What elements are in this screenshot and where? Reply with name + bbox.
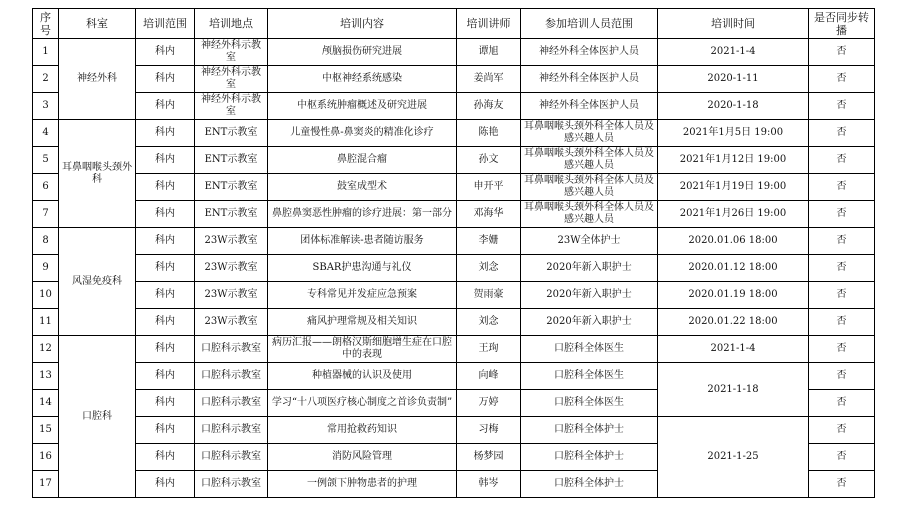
cell-location: 23W示教室 <box>195 228 268 255</box>
cell-time: 2021-1-4 <box>658 336 809 363</box>
cell-lecturer: 韩岑 <box>457 471 521 498</box>
cell-no: 4 <box>33 120 59 147</box>
cell-content: 鼻腔混合瘤 <box>268 147 457 174</box>
cell-content: 病历汇报——朗格汉斯细胞增生症在口腔中的表现 <box>268 336 457 363</box>
cell-location: ENT示教室 <box>195 147 268 174</box>
cell-broadcast: 否 <box>809 336 875 363</box>
cell-attendees: 口腔科全体护士 <box>521 471 658 498</box>
cell-scope: 科内 <box>136 255 195 282</box>
table-row <box>33 309 875 336</box>
cell-lecturer: 邓海华 <box>457 201 521 228</box>
header-time: 培训时间 <box>658 9 809 39</box>
table-row <box>33 363 875 390</box>
cell-location: 口腔科示教室 <box>195 417 268 444</box>
cell-time: 2021年1月19日 19:00 <box>658 174 809 201</box>
cell-location: 口腔科示教室 <box>195 363 268 390</box>
cell-lecturer: 王珣 <box>457 336 521 363</box>
table-row <box>33 120 875 147</box>
table-row <box>33 201 875 228</box>
cell-scope: 科内 <box>136 309 195 336</box>
cell-location: ENT示教室 <box>195 174 268 201</box>
cell-no: 5 <box>33 147 59 174</box>
cell-content: 颅脑损伤研究进展 <box>268 39 457 66</box>
cell-lecturer: 孙文 <box>457 147 521 174</box>
cell-broadcast: 否 <box>809 39 875 66</box>
cell-location: 23W示教室 <box>195 309 268 336</box>
cell-location: 口腔科示教室 <box>195 390 268 417</box>
cell-location: 神经外科示教室 <box>195 39 268 66</box>
cell-attendees: 口腔科全体护士 <box>521 417 658 444</box>
cell-location: 神经外科示教室 <box>195 93 268 120</box>
cell-broadcast: 否 <box>809 174 875 201</box>
cell-location: 23W示教室 <box>195 282 268 309</box>
header-department: 科室 <box>59 9 136 39</box>
cell-scope: 科内 <box>136 93 195 120</box>
cell-no: 3 <box>33 93 59 120</box>
cell-lecturer: 姜尚军 <box>457 66 521 93</box>
cell-content: 鼻腔鼻窦恶性肿瘤的诊疗进展：第一部分 <box>268 201 457 228</box>
table-row <box>33 174 875 201</box>
cell-scope: 科内 <box>136 444 195 471</box>
cell-time: 2021-1-25 <box>658 417 809 498</box>
cell-broadcast: 否 <box>809 120 875 147</box>
cell-lecturer: 刘念 <box>457 255 521 282</box>
cell-attendees: 口腔科全体护士 <box>521 444 658 471</box>
cell-time: 2020-1-11 <box>658 66 809 93</box>
cell-lecturer: 习梅 <box>457 417 521 444</box>
cell-scope: 科内 <box>136 120 195 147</box>
cell-no: 9 <box>33 255 59 282</box>
cell-attendees: 口腔科全体医生 <box>521 390 658 417</box>
cell-broadcast: 否 <box>809 66 875 93</box>
table-row <box>33 336 875 363</box>
cell-no: 16 <box>33 444 59 471</box>
header-row <box>33 9 875 39</box>
cell-broadcast: 否 <box>809 444 875 471</box>
cell-time: 2020-1-18 <box>658 93 809 120</box>
table-row <box>33 39 875 66</box>
cell-lecturer: 李姗 <box>457 228 521 255</box>
cell-no: 15 <box>33 417 59 444</box>
cell-location: 神经外科示教室 <box>195 66 268 93</box>
cell-content: 鼓室成型术 <box>268 174 457 201</box>
cell-broadcast: 否 <box>809 201 875 228</box>
cell-lecturer: 杨梦园 <box>457 444 521 471</box>
table-row <box>33 228 875 255</box>
cell-attendees: 23W全体护士 <box>521 228 658 255</box>
cell-attendees: 神经外科全体医护人员 <box>521 66 658 93</box>
cell-no: 13 <box>33 363 59 390</box>
cell-location: 口腔科示教室 <box>195 471 268 498</box>
cell-content: 一例颌下肿物患者的护理 <box>268 471 457 498</box>
training-schedule-table <box>32 8 875 498</box>
cell-content: 中枢神经系统感染 <box>268 66 457 93</box>
cell-location: ENT示教室 <box>195 120 268 147</box>
cell-time: 2020.01.22 18:00 <box>658 309 809 336</box>
cell-broadcast: 否 <box>809 417 875 444</box>
header-broadcast: 是否同步转播 <box>809 9 875 39</box>
cell-time: 2021-1-4 <box>658 39 809 66</box>
cell-scope: 科内 <box>136 282 195 309</box>
cell-lecturer: 陈艳 <box>457 120 521 147</box>
cell-no: 11 <box>33 309 59 336</box>
cell-attendees: 耳鼻咽喉头颈外科全体人员及感兴趣人员 <box>521 120 658 147</box>
header-content: 培训内容 <box>268 9 457 39</box>
cell-location: ENT示教室 <box>195 201 268 228</box>
cell-attendees: 2020年新入职护士 <box>521 255 658 282</box>
table-row <box>33 147 875 174</box>
cell-attendees: 耳鼻咽喉头颈外科全体人员及感兴趣人员 <box>521 147 658 174</box>
cell-scope: 科内 <box>136 363 195 390</box>
cell-lecturer: 谭旭 <box>457 39 521 66</box>
cell-attendees: 口腔科全体医生 <box>521 363 658 390</box>
cell-scope: 科内 <box>136 174 195 201</box>
cell-no: 17 <box>33 471 59 498</box>
cell-department: 风湿免疫科 <box>59 228 136 336</box>
cell-scope: 科内 <box>136 66 195 93</box>
cell-lecturer: 向峰 <box>457 363 521 390</box>
cell-time: 2020.01.06 18:00 <box>658 228 809 255</box>
table-row <box>33 417 875 444</box>
header-scope: 培训范围 <box>136 9 195 39</box>
cell-time: 2021年1月12日 19:00 <box>658 147 809 174</box>
cell-no: 6 <box>33 174 59 201</box>
header-location: 培训地点 <box>195 9 268 39</box>
cell-content: SBAR护患沟通与礼仪 <box>268 255 457 282</box>
header-attendees: 参加培训人员范围 <box>521 9 658 39</box>
table-row <box>33 66 875 93</box>
cell-attendees: 神经外科全体医护人员 <box>521 93 658 120</box>
cell-time: 2021-1-18 <box>658 363 809 417</box>
cell-broadcast: 否 <box>809 93 875 120</box>
cell-no: 12 <box>33 336 59 363</box>
cell-scope: 科内 <box>136 390 195 417</box>
cell-broadcast: 否 <box>809 255 875 282</box>
cell-time: 2020.01.12 18:00 <box>658 255 809 282</box>
cell-location: 口腔科示教室 <box>195 336 268 363</box>
cell-lecturer: 万婷 <box>457 390 521 417</box>
cell-no: 7 <box>33 201 59 228</box>
cell-lecturer: 贺雨豪 <box>457 282 521 309</box>
cell-broadcast: 否 <box>809 363 875 390</box>
cell-no: 2 <box>33 66 59 93</box>
cell-content: 儿童慢性鼻-鼻窦炎的精准化诊疗 <box>268 120 457 147</box>
cell-lecturer: 申开平 <box>457 174 521 201</box>
cell-no: 14 <box>33 390 59 417</box>
cell-attendees: 耳鼻咽喉头颈外科全体人员及感兴趣人员 <box>521 174 658 201</box>
cell-scope: 科内 <box>136 471 195 498</box>
table-row <box>33 93 875 120</box>
cell-attendees: 2020年新入职护士 <box>521 282 658 309</box>
cell-content: 专科常见并发症应急预案 <box>268 282 457 309</box>
header-lecturer: 培训讲师 <box>457 9 521 39</box>
cell-department: 神经外科 <box>59 39 136 120</box>
cell-time: 2021年1月26日 19:00 <box>658 201 809 228</box>
header-no: 序号 <box>33 9 59 39</box>
cell-department: 口腔科 <box>59 336 136 498</box>
cell-lecturer: 刘念 <box>457 309 521 336</box>
cell-scope: 科内 <box>136 336 195 363</box>
cell-broadcast: 否 <box>809 228 875 255</box>
cell-no: 1 <box>33 39 59 66</box>
table-row <box>33 255 875 282</box>
cell-attendees: 2020年新入职护士 <box>521 309 658 336</box>
cell-broadcast: 否 <box>809 282 875 309</box>
cell-scope: 科内 <box>136 228 195 255</box>
cell-scope: 科内 <box>136 417 195 444</box>
cell-location: 口腔科示教室 <box>195 444 268 471</box>
cell-no: 10 <box>33 282 59 309</box>
cell-content: 痛风护理常规及相关知识 <box>268 309 457 336</box>
cell-lecturer: 孙海友 <box>457 93 521 120</box>
cell-content: 团体标准解读-患者随访服务 <box>268 228 457 255</box>
cell-content: 消防风险管理 <box>268 444 457 471</box>
cell-scope: 科内 <box>136 201 195 228</box>
cell-content: 学习“十八项医疗核心制度之首诊负责制” <box>268 390 457 417</box>
cell-content: 种植器械的认识及使用 <box>268 363 457 390</box>
cell-time: 2021年1月5日 19:00 <box>658 120 809 147</box>
cell-attendees: 神经外科全体医护人员 <box>521 39 658 66</box>
cell-broadcast: 否 <box>809 309 875 336</box>
cell-broadcast: 否 <box>809 471 875 498</box>
cell-location: 23W示教室 <box>195 255 268 282</box>
cell-scope: 科内 <box>136 147 195 174</box>
cell-department: 耳鼻咽喉头颈外科 <box>59 120 136 228</box>
cell-content: 中枢系统肿瘤概述及研究进展 <box>268 93 457 120</box>
cell-broadcast: 否 <box>809 390 875 417</box>
cell-attendees: 口腔科全体医生 <box>521 336 658 363</box>
cell-time: 2020.01.19 18:00 <box>658 282 809 309</box>
cell-no: 8 <box>33 228 59 255</box>
cell-attendees: 耳鼻咽喉头颈外科全体人员及感兴趣人员 <box>521 201 658 228</box>
cell-scope: 科内 <box>136 39 195 66</box>
cell-content: 常用抢救药知识 <box>268 417 457 444</box>
cell-broadcast: 否 <box>809 147 875 174</box>
table-row <box>33 282 875 309</box>
